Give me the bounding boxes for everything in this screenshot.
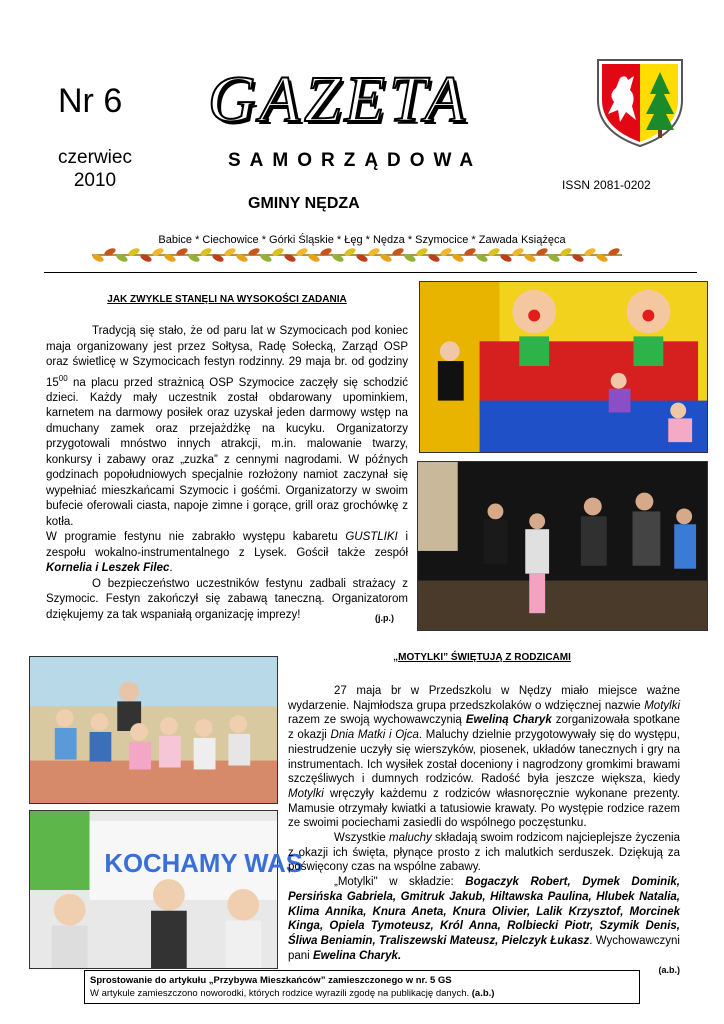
issue-month: czerwiec [58, 147, 132, 168]
article-2-paragraph-1: 27 maja br w Przedszkolu w Nędzy miało miejsce ważne wydarzenie. Najmłodsza grupa przedszkolaków o wdzięcznej nazwie Motylki razem ze swoją wychowawczynią Eweliną Charyk zorganizowała spotkane z okazji Dnia Matki i Ojca. Maluchy dzielnie przygotowywały się do występu, niestrudzenie uczyły się wierszyków, piosenek, układów tanecznych i gry na instrumentach. Ich wysiłek został doceniony i nagrodzony gromkimi brawami szczęśliwych i dumnych rodziców. Radość była jeszcze większa, kiedy Motylki wręczyły każdemu z rodziców własnoręcznie wykonane prezenty. Mamusie otrzymały kwiatki a tatusiowie krawaty. Po występie rodzice razem ze swoimi pociechami zasiedli do wspólnego poczęstunku. [288, 685, 680, 830]
leaf-garland-decoration [92, 246, 622, 264]
correction-heading: Sprostowanie do artykułu „Przybywa Mieszkańców” zamieszczonego w nr. 5 GS [90, 975, 452, 986]
issn-number: ISSN 2081-0202 [562, 178, 651, 192]
correction-text: W artykule zamieszczono noworodki, których rodzice wyrazili zgodę na publikację danych. (a.b.) [90, 988, 495, 999]
article-1-paragraph-1: Tradycją się stało, że od paru lat w Szymocicach pod koniec maja organizowany jest przez Sołtysa, Radę Sołecką, Zarząd OSP oraz świetlicę w Szymocicach festyn rodzinny. 29 maja br. od godziny $15^{00}$ na placu przed strażnicą OSP Szymocice zaczęły się schodzić dzieci. Każdy mały uczestnik został obdarowany upominkiem, karnetem na darmowy posiłek oraz uzyskał jeden darmowy wstęp na dmuchany zamek oraz przejażdżkę na kucyku. Organizatorzy przygotowali mnóstwo innych atrakcji, m.in. malowanie twarzy, konkursy i zabawy oraz „zuzka” z cennymi nagrodami. W późnych godzinach popołudniowych specjalnie rozłożony namiot zaczynał się wypełniać mieszkańcami Szymocic i gośćmi. Organizatorzy w swoim bufecie oferowali ciasta, napoje zimne i gorące, grill oraz grochówkę z kotła. [46, 325, 408, 528]
article-1-body [46, 324, 408, 626]
photo-children-banner [29, 810, 303, 969]
masthead-title: GAZETA [208, 63, 470, 136]
issue-number: Nr 6 [58, 82, 123, 120]
villages-list: Babice * Ciechowice * Górki Śląskie * Łęg * Nędza * Szymocice * Zawada Książęca [158, 234, 566, 246]
article-1-title: JAK ZWYKLE STANĘLI NA WYSOKOŚCI ZADANIA [107, 294, 347, 305]
header-divider [44, 272, 697, 273]
article-2-title: „MOTYLKI” ŚWIĘTUJĄ Z RODZICAMI [393, 652, 571, 663]
issue-year: 2010 [73, 170, 117, 191]
photo-bouncy-castle [419, 281, 708, 453]
correction-notice [84, 970, 640, 1004]
coat-of-arms-icon [590, 50, 690, 150]
photo-kindergarten-group [29, 656, 278, 804]
gmina-name: GMINY NĘDZA [248, 195, 360, 212]
article-1-paragraph-3: O bezpieczeństwo uczestników festynu zadbali strażacy z Szymocic. Festyn zakończył się zabawą taneczną. Organizatorom dziękujemy za tak wspaniałą organizację imprezy! (j.p.) [46, 577, 408, 624]
photo-festival-dance [417, 461, 708, 631]
article-1-signature: (j.p.) [375, 612, 394, 623]
article-2-paragraph-3: „Motylki" w składzie: Bogaczyk Robert, Dymek Dominik, Persińska Gabriela, Gmitruk Jakub, Hiltawska Paulina, Hlubek Natalia, Klima Annika, Knura Aneta, Knura Olivier, Lalik Krzysztof, Morcinek Kinga, Opiela Tymoteusz, Król Anna, Rolbiecki Piotr, Szymik Denis, Śliwa Beniamin, Traliszewski Mateusz, Pielczyk Łukasz. Wychowawczyni pani Ewelina Charyk. [288, 876, 680, 962]
masthead-subtitle: SAMORZĄDOWA [228, 150, 483, 171]
banner-text: KOCHAMY WAS [104, 850, 303, 879]
article-2-signature: (a.b.) [658, 965, 680, 976]
article-2-paragraph-2: Wszystkie maluchy składają swoim rodzicom najcieplejsze życzenia z okazji ich święta, płynące prosto z ich malutkich serduszek. Dziękują za poświęcony czas na wspólne zabawy. [288, 832, 680, 874]
article-1-paragraph-2: W programie festynu nie zabrakło występu kabaretu GUSTLIKI i zespołu wokalno-instrumentalnego z Lysek. Gościł także zespół Kornelia i Leszek Filec. [46, 531, 409, 575]
article-2-body [288, 684, 680, 978]
